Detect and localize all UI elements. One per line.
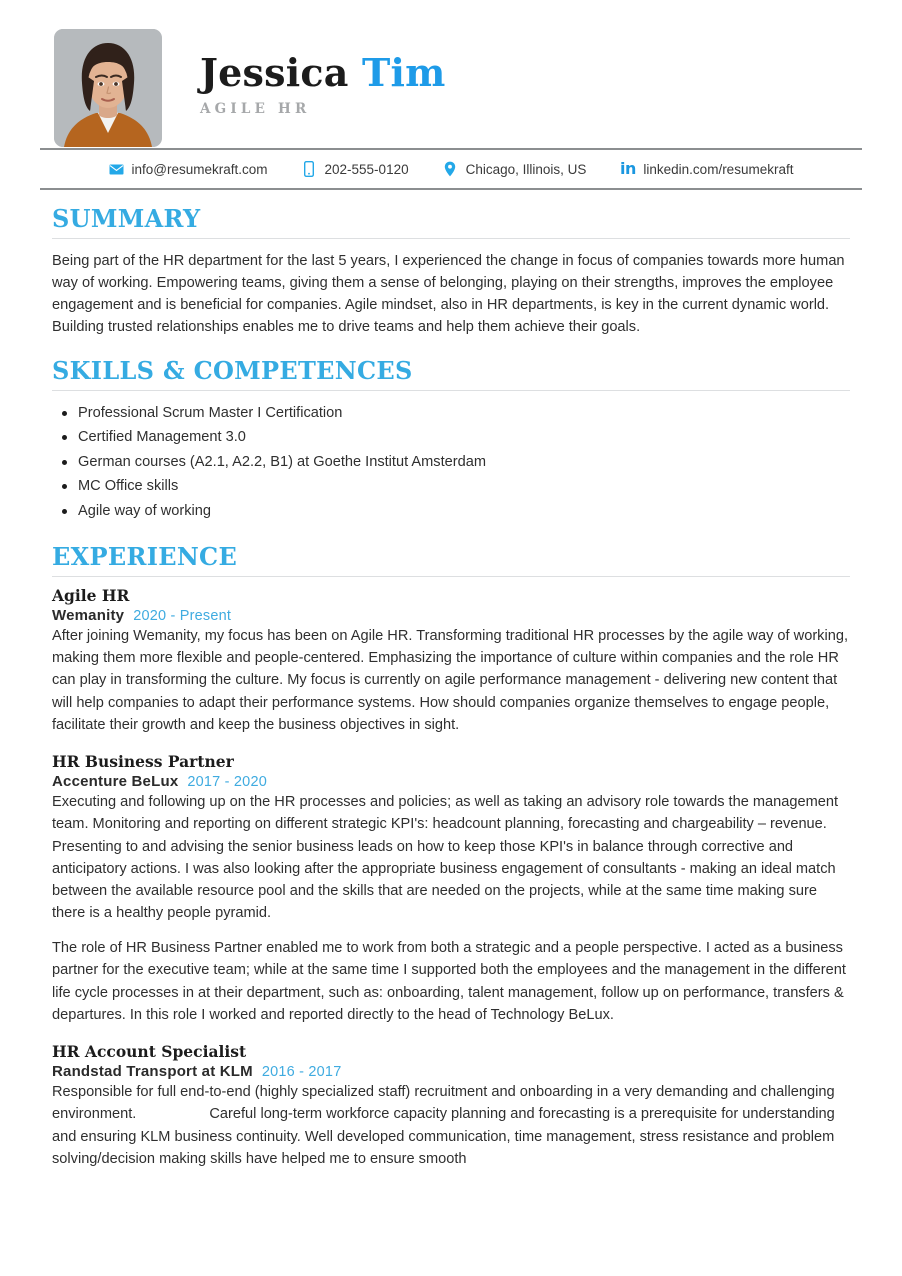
summary-heading: SUMMARY bbox=[52, 204, 201, 233]
resume-body bbox=[0, 190, 902, 1170]
contact-item-phone[interactable] bbox=[302, 161, 409, 177]
skills-list bbox=[52, 402, 850, 524]
job-dates: 2016 - 2017 bbox=[261, 1064, 342, 1081]
skills-heading: SKILLS & COMPETENCES bbox=[52, 355, 413, 385]
job-company: Randstad Transport at KLM bbox=[52, 1063, 253, 1081]
job-description: After joining Wemanity, my focus has been on Agile HR. Transforming traditional HR processes by the agile way of working, making them more flexible and people-centered. Emphasizing the importance of culture within companies and the role HR can play in transforming the culture. My focus is currently on agile performance management - delivering new content that will help companies to adapt their performance systems. How should companies organize themselves to engage people, facilitate their growth and keep the business objectives in sight. bbox=[52, 627, 848, 733]
envelope-icon bbox=[109, 161, 124, 177]
experience-entry bbox=[52, 752, 850, 1026]
job-description: Executing and following up on the HR processes and policies; as well as taking an advisory role towards the management team. Monitoring and reporting on different strategic KPI's: headcount planning, forecasting and chargeability – revenue. Presenting to and advising the senior business leads on how to keep those KPI's in balance through corrective and anticipatory actions. I was also looking after the appropriate business engagement of consultants - making an ideal match between the available resource pool and the skills that are needed on the projects, while at the same time making sure there is a healthy people pyramid. bbox=[52, 794, 839, 922]
experience-entry bbox=[52, 586, 850, 736]
job-meta bbox=[52, 1063, 850, 1080]
full-name bbox=[200, 49, 446, 95]
portrait-photo-icon bbox=[54, 29, 162, 147]
contact-item-email[interactable] bbox=[109, 161, 268, 177]
contact-item-location[interactable] bbox=[443, 161, 587, 177]
job-dates: 2020 - Present bbox=[133, 607, 232, 624]
location-pin-icon bbox=[443, 161, 458, 177]
job-role-subtitle: AGILE HR bbox=[200, 101, 311, 118]
section-skills bbox=[52, 355, 850, 524]
contact-location-text: Chicago, Illinois, US bbox=[465, 161, 587, 177]
name-block bbox=[200, 49, 446, 124]
job-description: Responsible for full end-to-end (highly specialized staff) recruitment and onboarding in a very demanding and challenging environment. Careful long-term workforce capacity planning and forecasting is a prerequisite for understanding and ensuring KLM business continuity. Well developed communication, time management, stress resistance and problem solving/decision making skills have helped me to ensure smooth bbox=[52, 1084, 839, 1167]
list-item: Certified Management 3.0 bbox=[78, 426, 850, 450]
experience-heading-underline bbox=[52, 576, 850, 577]
experience-entry bbox=[52, 1042, 850, 1170]
contact-email-text: info@resumekraft.com bbox=[131, 161, 268, 177]
list-item: Agile way of working bbox=[78, 500, 850, 524]
job-meta bbox=[52, 607, 850, 624]
resume-header bbox=[0, 0, 902, 148]
job-description-secondary: The role of HR Business Partner enabled me to work from both a strategic and a people perspective. I acted as a business partner for the executive team; while at the same time I supported both the employees and the management in the different life cycle processes in at their department, such as: onboarding, talent management, follow up on performance, transfers & departures. In this role I worked and reported directly to the head of Technology BeLux. bbox=[52, 940, 846, 1023]
job-meta bbox=[52, 773, 850, 790]
summary-heading-underline bbox=[52, 238, 850, 239]
mobile-phone-icon bbox=[302, 161, 317, 177]
contact-phone-text: 202-555-0120 bbox=[324, 161, 409, 177]
section-experience bbox=[52, 541, 850, 1170]
linkedin-icon: in bbox=[619, 159, 636, 178]
avatar bbox=[54, 29, 162, 147]
section-summary bbox=[52, 206, 850, 339]
skills-heading-underline bbox=[52, 390, 850, 391]
experience-heading: EXPERIENCE bbox=[52, 541, 238, 571]
job-company: Wemanity bbox=[52, 606, 125, 624]
contact-linkedin-text: linkedin.com/resumekraft bbox=[643, 161, 794, 177]
summary-text: Being part of the HR department for the last 5 years, I experienced the change in focus of companies towards more human way of working. Empowering teams, giving them a sense of belonging, playing on their strengths, improves the employee engagement and is beneficial for companies. Agile mindset, also in HR departments, is key in the current dynamic world. Building trusted relationships enables me to drive teams and help them achieve their goals. bbox=[52, 252, 845, 336]
job-company: Accenture BeLux bbox=[52, 773, 179, 791]
job-title: Agile HR bbox=[52, 585, 130, 605]
job-dates: 2017 - 2020 bbox=[187, 774, 267, 791]
contact-item-linkedin[interactable] bbox=[620, 161, 793, 177]
last-name: Tim bbox=[361, 49, 446, 95]
job-title: HR Account Specialist bbox=[52, 1041, 247, 1061]
list-item: MC Office skills bbox=[78, 475, 850, 499]
list-item: Professional Scrum Master I Certification bbox=[78, 402, 850, 426]
contact-bar bbox=[0, 150, 902, 188]
job-title: HR Business Partner bbox=[52, 751, 234, 771]
first-name: Jessica bbox=[200, 49, 349, 95]
list-item: German courses (A2.1, A2.2, B1) at Goethe Institut Amsterdam bbox=[78, 451, 850, 475]
